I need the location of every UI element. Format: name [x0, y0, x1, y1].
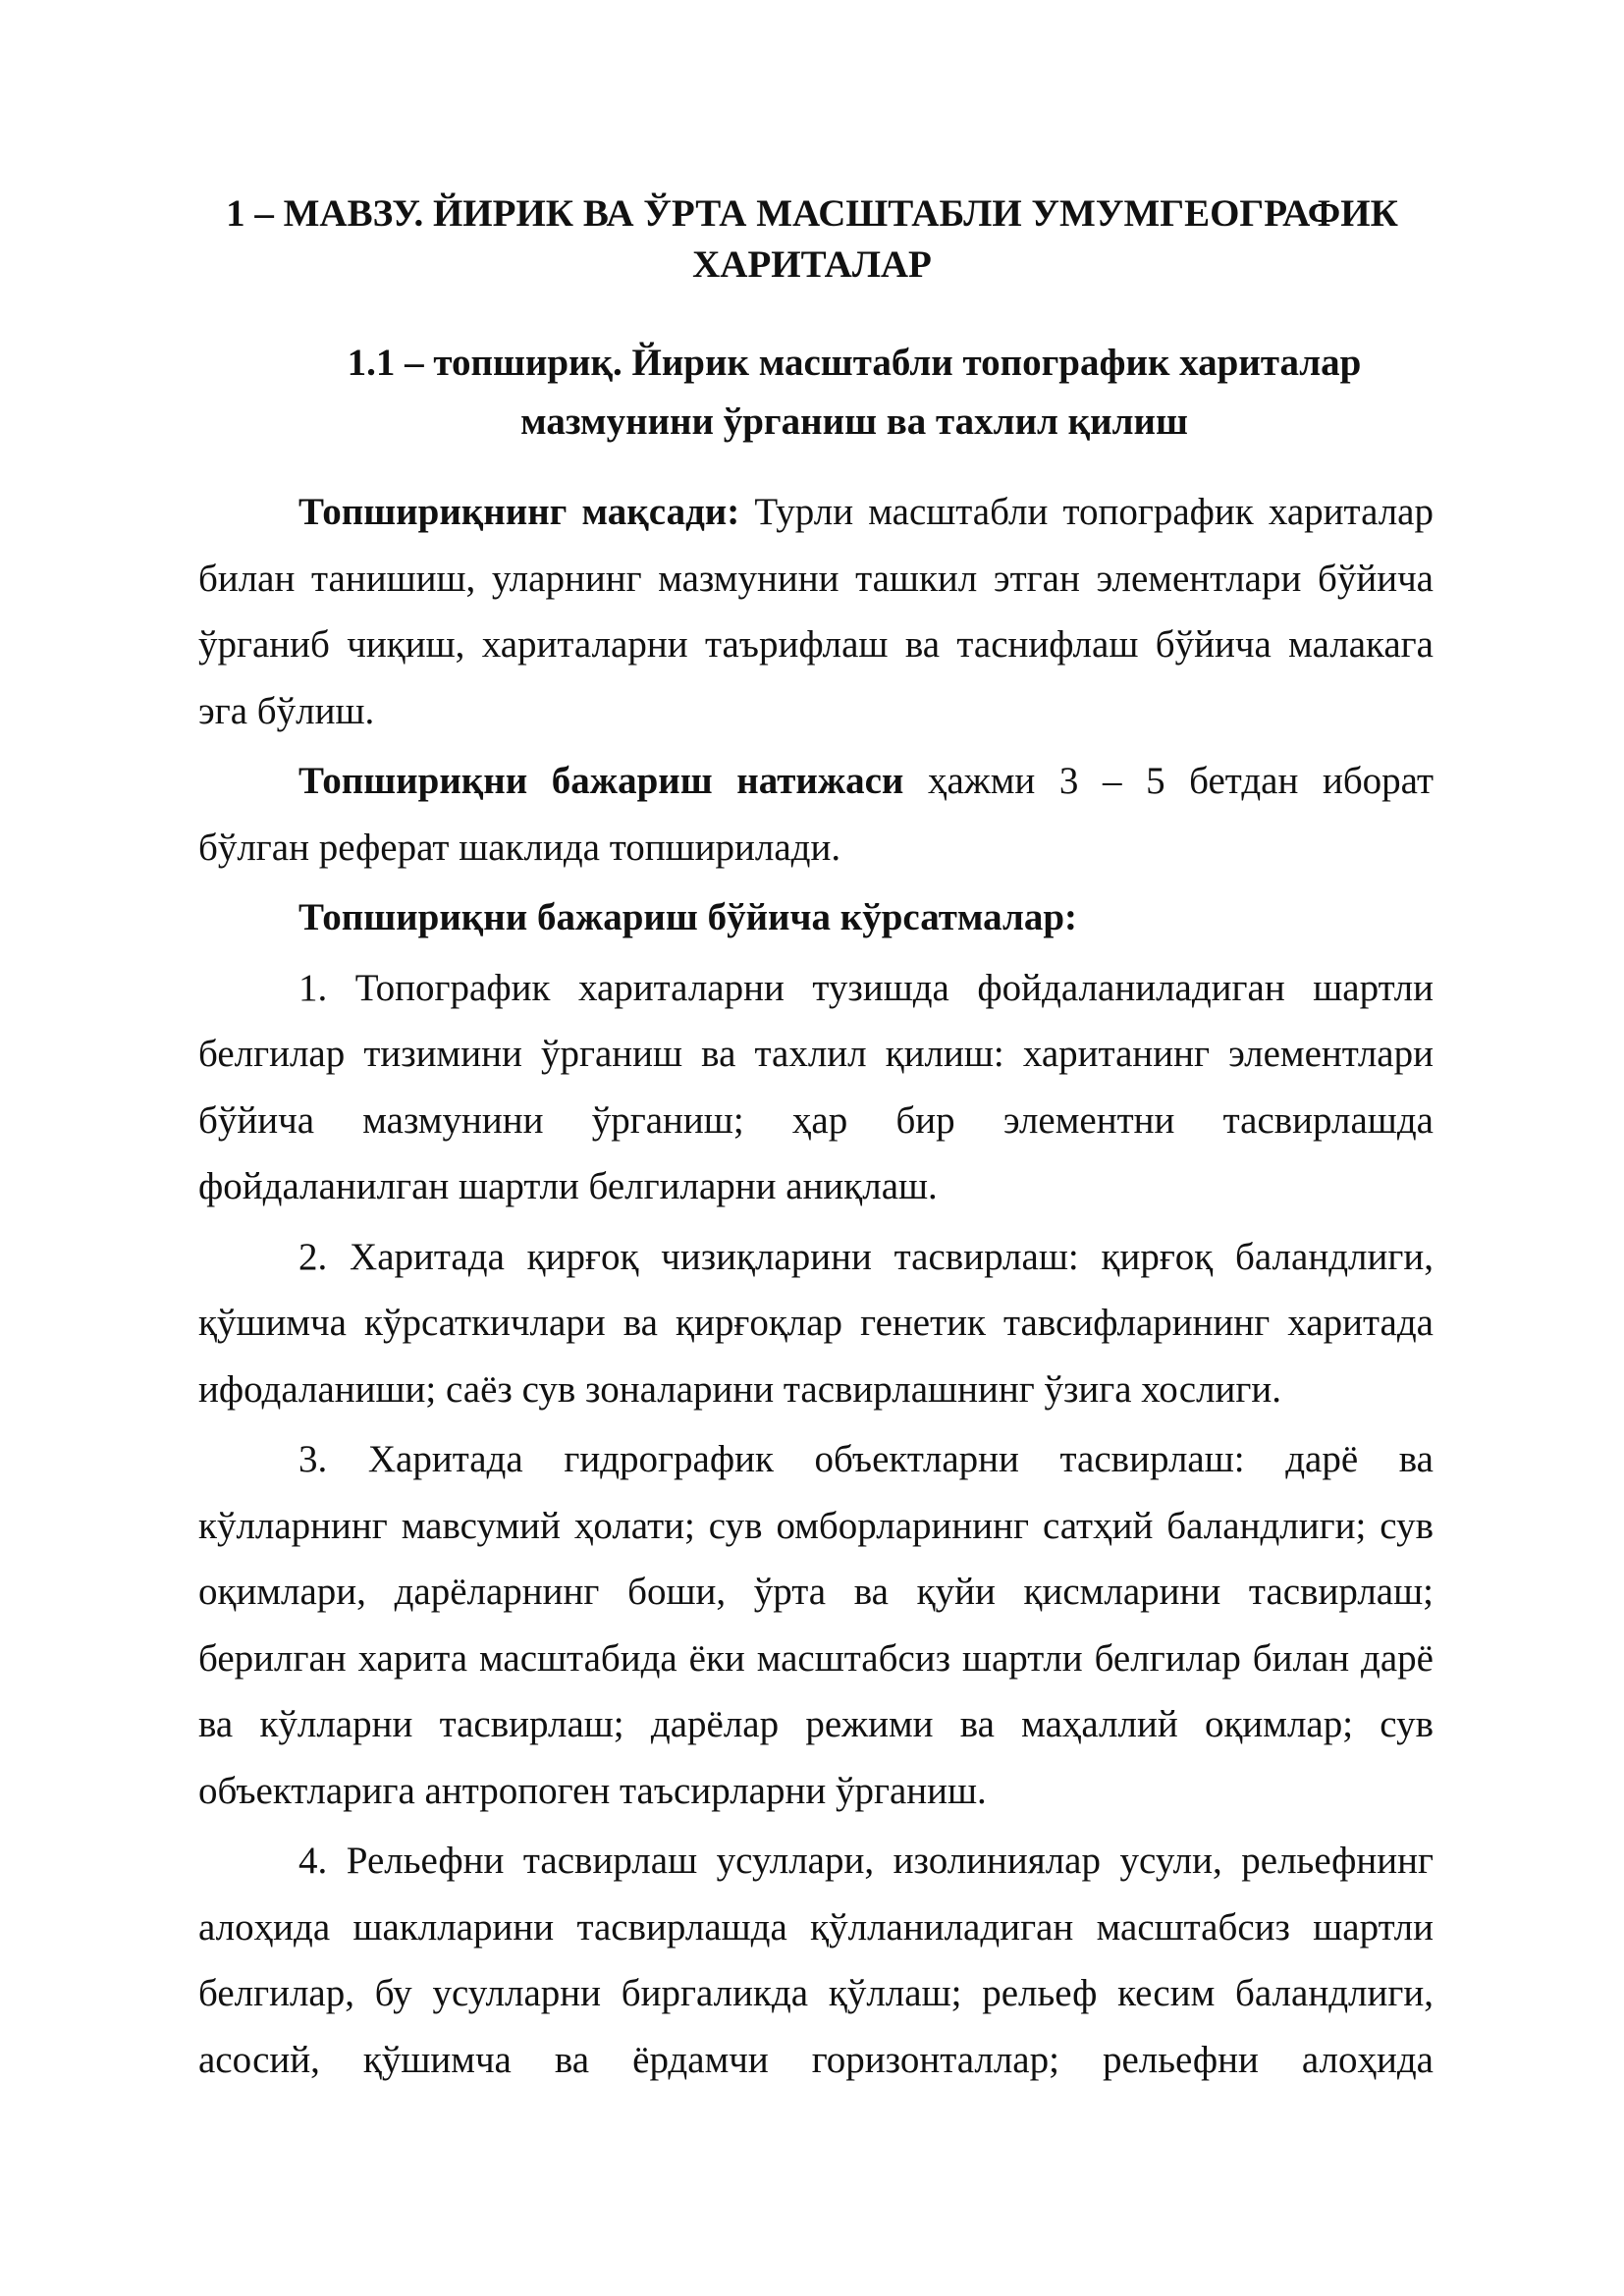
result-label: Топшириқни бажариш натижаси: [298, 760, 904, 802]
title-line-2: ХАРИТАЛАР: [692, 243, 932, 286]
instruction-item-3: 3. Харитада гидрографик объектларни тасвирлаш: дарё ва кўлларнинг мавсумий ҳолати; сув омборларининг сатҳий баландлиги; сув оқимлари, дарёларнинг боши, ўрта ва қуйи қисмларини тасвирлаш; берилган харита масштабида ёки масштабсиз шартли белгилар билан дарё ва кўлларни тасвирлаш; дарёлар режими ва маҳаллий оқимлар; сув объектларига антропоген таъсирларни ўрганиш.: [198, 1438, 1434, 1812]
document-title: [196, 188, 1428, 291]
goal-paragraph: [198, 479, 1434, 744]
instruction-item-2: 2. Харитада қирғоқ чизиқларини тасвирлаш: қирғоқ баландлиги, қўшимча кўрсаткичлари ва қирғоқлар генетик тавсифларининг харитада ифодаланиши; саёз сув зоналарини тасвирлашнинг ўзига хослиги.: [198, 1235, 1434, 1411]
instructions-heading: Топшириқни бажариш бўйича кўрсатмалар:: [298, 896, 1078, 938]
result-paragraph: [198, 748, 1434, 881]
result-text: ҳажми 3 – 5 бетдан иборат бўлган реферат шаклида топширилади.: [198, 760, 1435, 869]
subtitle-line-1: 1.1 – топшириқ. Йирик масштабли топографик хариталар: [347, 342, 1362, 384]
document-body: [198, 479, 1434, 2093]
goal-text: Турли масштабли топографик хариталар билан танишиш, уларнинг мазмунини ташкил этган элементлари бўйича ўрганиб чиқиш, хариталарни таърифлаш ва таснифлаш бўйича малакага эга бўлиш.: [198, 491, 1434, 732]
subtitle-line-2: мазмунини ўрганиш ва тахлил қилиш: [520, 400, 1188, 443]
instruction-item-1: 1. Топографик хариталарни тузишда фойдаланиладиган шартли белгилар тизимини ўрганиш ва тахлил қилиш: хаританинг элементлари бўйича мазмунини ўрганиш; ҳар бир элементни тасвирлашда фойдаланилган шартли белгиларни аниқлаш.: [198, 966, 1434, 1207]
instruction-item-4: 4. Рельефни тасвирлаш усуллари, изолиниялар усули, рельефнинг алоҳида шаклларини тасвирлашда қўлланиладиган масштабсиз шартли белгилар, бу усулларни биргаликда қўллаш; рельеф кесим баландлиги, асосий, қўшимча ва ёрдамчи горизонталлар; рельефни алоҳида: [198, 1840, 1434, 2081]
goal-label: Топшириқнинг мақсади:: [298, 491, 740, 533]
task-subtitle: [324, 334, 1384, 452]
title-line-1: 1 – МАВЗУ. ЙИРИК ВА ЎРТА МАСШТАБЛИ УМУМГЕОГРАФИК: [226, 192, 1398, 235]
